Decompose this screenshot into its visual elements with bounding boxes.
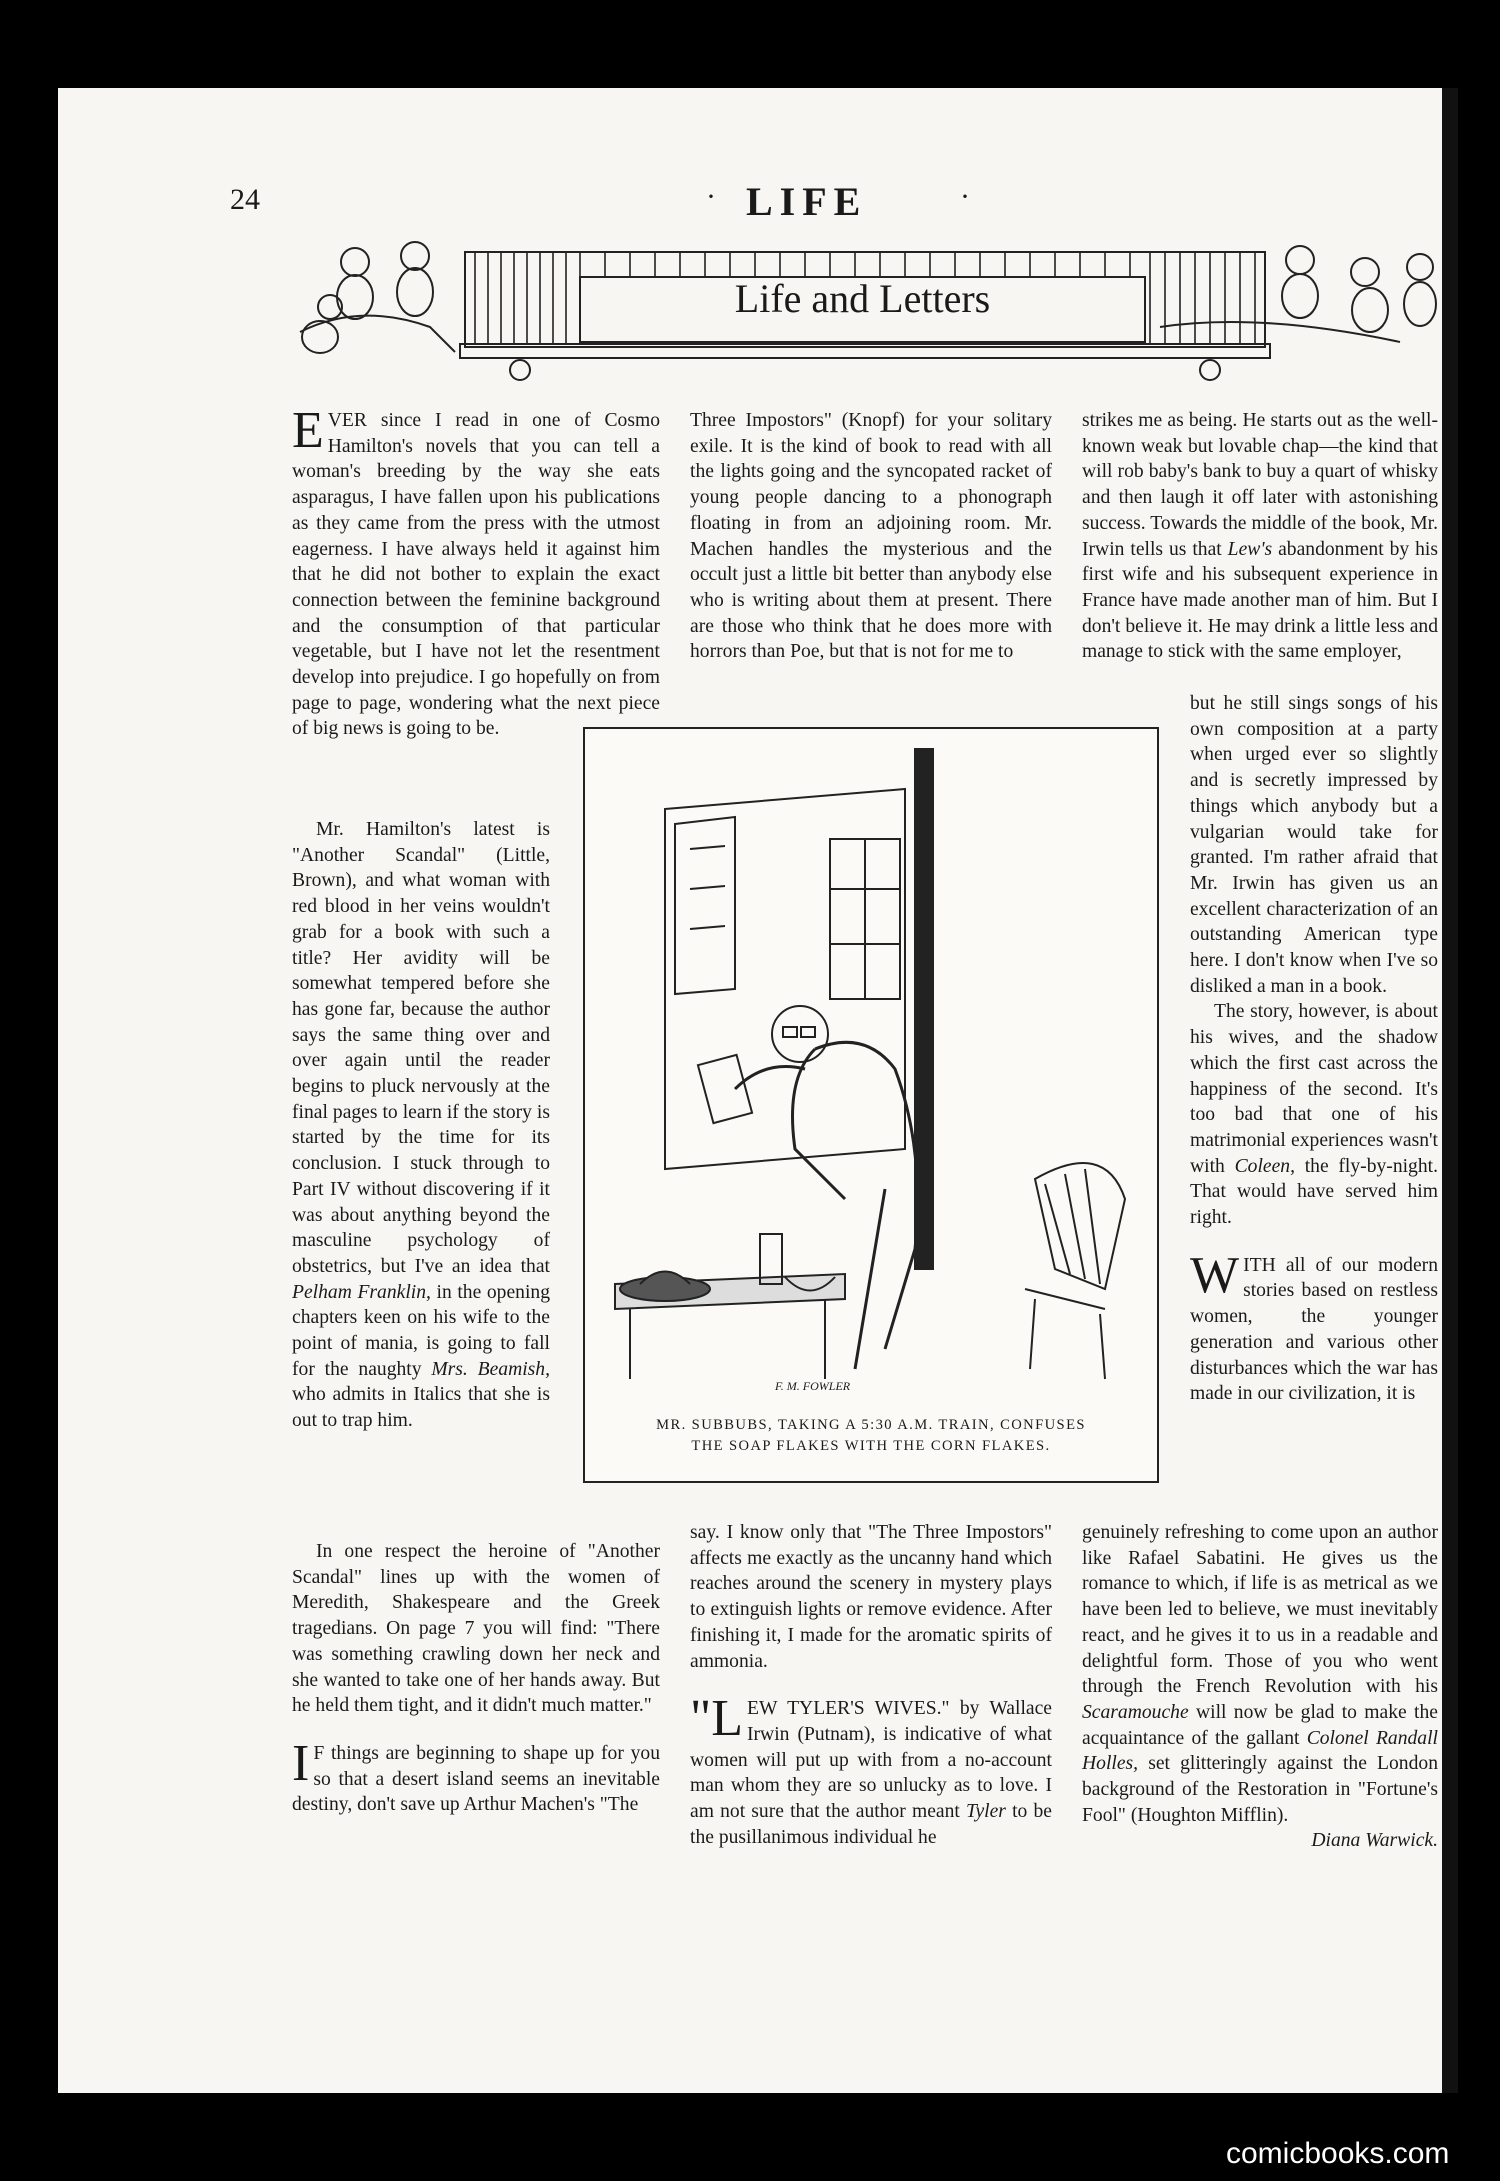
italic-name: Colonel Randall Holles, <box>1082 1727 1438 1775</box>
column-2-bottom <box>690 1520 1052 1850</box>
paragraph-three-impostors: Three Impostors" (Knopf) for your solitary exile. It is the kind of book to read with all the lights going and the syncopated racket of young people dancing to a phonograph floating in from an adjoining room. Mr. Machen handles the mysterious and the occult just a little bit better than anybody else who is writing about them at present. There are those who think that he does more with horrors than Poe, but that is not for me to <box>690 410 1052 663</box>
drop-cap: E <box>292 402 324 459</box>
paragraph-text: strikes me as being. He starts out as the well-known weak but lovable chap—the kind that will rob baby's bank to buy a quart of whisky and then laugh it off later with astonishing success. Towards the middle of the book, Mr. Irwin tells us that <box>1082 410 1438 560</box>
author-signature: Diana Warwick. <box>1311 1830 1438 1852</box>
paragraph-text: Mr. Hamilton's latest is "Another Scandal" (Little, Brown), and what woman with red blood in her veins wouldn't grab for a book with such a title? Her avidity will be somewhat tempered before she has gone far, because the author says the same thing over and over again until the reader begins to pluck nervously at the final pages to learn if the story is started by the time for its conclusion. I stuck through to Part IV without discovering if it was about anything beyond the masculine psychology of obstetrics, but I've an idea that <box>292 819 550 1277</box>
italic-name: Tyler <box>966 1801 1006 1823</box>
paragraph-text: EW TYLER'S WIVES." by Wallace Irwin (Putnam), is indicative of what women will put up with from a no-account man whom they are so unlucky as to love. I am not sure that the author meant <box>690 1698 1052 1823</box>
cartoon-drawing <box>585 729 1157 1389</box>
italic-name: Coleen, <box>1234 1155 1295 1177</box>
paragraph-text: who admits in Italics that she is out to trap him. <box>292 1384 550 1432</box>
paragraph-lovable-chap <box>1082 408 1438 665</box>
paragraph-text: ITH all of our modern stories based on restless women, the younger generation and various other disturbances which the war has made in our civilization, it is <box>1190 1254 1438 1405</box>
paragraph-songs: but he still sings songs of his own composition at a party when urged ever so slightly and is secretly impressed by things which anybody but a vulgarian would take for granted. I'm rather afraid that Mr. Irwin has given us an excellent characterization of an outstanding American type here. I don't know when I've so disliked a man in a book. <box>1190 693 1438 997</box>
italic-name: Pelham Franklin, <box>292 1281 431 1303</box>
paragraph-sabatini <box>1082 1520 1438 1828</box>
column-1 <box>292 402 660 742</box>
paragraph-text: set glitteringly against the London background of the Restoration in "Fortune's Fool" (Houghton Mifflin). <box>1082 1753 1438 1826</box>
paragraph-text: VER since I read in one of Cosmo Hamilton's novels that you can tell a woman's breeding by the way she eats asparagus, I have fallen upon his publications as they came from the press with the utmost eagerness. I have always held it against him that he did not bother to explain the exact connection between the feminine background and the consumption of that particular vegetable, but I have not let the resentment develop into prejudice. I go hopefully on from page to page, wondering what the next piece of big news is going to be. <box>292 410 660 740</box>
paragraph-sabatini-intro <box>1190 1246 1438 1407</box>
site-watermark: comicbooks.com <box>1226 2137 1450 2170</box>
illustration-caption <box>585 1415 1157 1457</box>
italic-name: Lew's <box>1227 538 1273 560</box>
drop-cap: I <box>292 1734 310 1792</box>
illustration-frame <box>583 727 1159 1483</box>
paragraph-text: the fly-by-night. That would have served him right. <box>1190 1155 1438 1229</box>
caption-line-2: THE SOAP FLAKES WITH THE CORN FLAKES. <box>691 1438 1051 1454</box>
masthead: LIFE <box>746 179 868 224</box>
paragraph-text: to be the pusillanimous individual he <box>690 1801 1053 1848</box>
paragraph-uncanny-hand: say. I know only that "The Three Impostors" affects me exactly as the uncanny hand which reaches around the scenery in mystery plays to extinguish lights or remove evidence. After finishing it, I made for the aromatic spirits of ammonia. <box>690 1522 1052 1672</box>
masthead-dot-right: · <box>960 180 970 213</box>
paragraph-text: in the opening chapters keen on his wife to the point of mania, is going to fall for the naughty <box>292 1281 551 1380</box>
drop-cap: "L <box>690 1690 743 1748</box>
binding-edge <box>1442 88 1458 2093</box>
artist-signature: F. M. FOWLER <box>775 1379 851 1393</box>
paragraph-cosmo-hamilton <box>292 402 660 742</box>
caption-line-1: MR. SUBBUBS, TAKING A 5:30 A.M. TRAIN, CONFUSES <box>656 1417 1086 1433</box>
paragraph-text: will now be glad to make the acquaintance of the gallant <box>1082 1701 1438 1749</box>
italic-name: Scaramouche <box>1082 1701 1189 1723</box>
italic-name: Mrs. Beamish, <box>431 1358 550 1380</box>
masthead-dot-left: · <box>706 180 716 213</box>
column-2-top <box>690 408 1052 665</box>
section-title: Life and Letters <box>734 276 991 321</box>
column-3-top <box>1082 408 1438 665</box>
drop-cap: W <box>1190 1246 1240 1304</box>
page-number: 24 <box>230 183 260 216</box>
column-3-bottom <box>1082 1520 1438 1854</box>
paragraph-lew-tyler <box>690 1690 1053 1850</box>
column-1-lower <box>292 1539 660 1818</box>
paragraph-heroine: In one respect the heroine of "Another Scandal" lines up with the women of Meredith, Shakespeare and the Greek tragedians. On page 7 you will find: "There was something crawling down her neck and she wanted to take one of her hands away. But he held them tight, and it didn't much matter." <box>292 1541 660 1717</box>
column-1-narrow <box>292 817 550 1434</box>
paragraph-text: abandonment by his first wife and his subsequent experience in France have made another man of him. But I don't believe it. He may drink a little less and manage to stick with the same employer, <box>1082 538 1438 663</box>
paragraph-desert-island <box>292 1734 660 1818</box>
paragraph-text: genuinely refreshing to come upon an author like Rafael Sabatini. He gives us the romance to which, if life is as metrical as we have been led to believe, we must inevitably react, and he gives it to us in a readable and delightful form. Those of you who went through the French Revolution with his <box>1082 1522 1438 1698</box>
paragraph-another-scandal <box>292 817 550 1434</box>
paragraph-wives <box>1190 999 1438 1230</box>
column-3-narrow <box>1190 691 1438 1407</box>
paragraph-text: The story, however, is about his wives, and the shadow which the first cast across the happiness of the second. It's too bad that one of his matrimonial experiences wasn't with <box>1190 1001 1438 1177</box>
paragraph-text: F things are beginning to shape up for you so that a desert island seems an inevitable destiny, don't save up Arthur Machen's "The <box>292 1742 660 1816</box>
